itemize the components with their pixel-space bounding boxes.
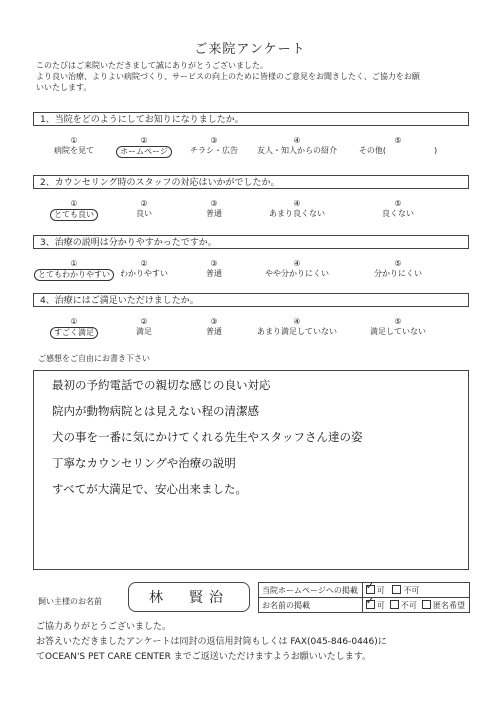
option-number: ① (70, 199, 78, 208)
question-1-option[interactable] (166, 136, 262, 156)
checkbox-icon[interactable] (366, 600, 375, 609)
option-label: チラシ・広告 (190, 146, 238, 155)
question-4-option[interactable] (249, 317, 345, 337)
intro-text (36, 60, 476, 93)
option-number: ④ (293, 136, 301, 145)
question-2-label: 2、カウンセリング時のスタッフの対応はいかがでしたか。 (33, 175, 469, 189)
option-label: その他( ) (358, 146, 438, 155)
option-number: ④ (293, 259, 301, 268)
intro-line: より良い治療、よりよい病院づくり、サービスの向上のために皆様のご意見をお聞きしたく、ご協力をお願 (36, 72, 420, 81)
question-1-option[interactable] (350, 136, 446, 156)
footer-text (36, 620, 476, 665)
option-number: ③ (210, 317, 218, 326)
option-label: あまり満足していない (257, 327, 337, 336)
footer-line: ご協力ありがとうございました。 (36, 622, 172, 632)
option-number: ① (70, 317, 78, 326)
option-label: ホームページ (116, 146, 172, 158)
option-label: 良くない (382, 209, 414, 218)
owner-name-label: 飼い主様のお名前 (38, 597, 102, 606)
page-title: ご来院アンケート (194, 42, 306, 57)
option-label: 普通 (206, 327, 222, 336)
option-number: ⑤ (394, 259, 402, 268)
question-2-option[interactable] (166, 199, 262, 219)
option-label: 分かりにくい (374, 269, 422, 278)
option-number: ⑤ (394, 317, 402, 326)
option-number: ② (140, 199, 148, 208)
option-label: 普通 (206, 209, 222, 218)
option-number: ④ (293, 317, 301, 326)
option-number: ③ (210, 199, 218, 208)
publish-consent-table (258, 582, 470, 613)
question-3-option[interactable] (166, 259, 262, 279)
checkbox-icon[interactable] (366, 585, 375, 594)
option-number: ⑤ (394, 199, 402, 208)
comment-line: すべてが大満足で、安心出来ました。 (52, 482, 248, 496)
option-number: ① (70, 136, 78, 145)
option-number: ② (140, 317, 148, 326)
option-label: とても良い (50, 209, 98, 221)
option-text: 不可 (400, 600, 417, 610)
checkbox-icon[interactable] (390, 600, 399, 609)
checkbox-icon[interactable] (392, 585, 401, 594)
question-4-option[interactable] (350, 317, 446, 337)
question-4-label: 4、治療にはご満足いただけましたか。 (33, 293, 469, 307)
intro-line: このたびはご来院いただきまして誠にありがとうございました。 (36, 61, 268, 70)
intro-line: いいたします。 (36, 83, 92, 92)
option-number: ④ (293, 199, 301, 208)
option-label: やや分かりにくい (265, 269, 329, 278)
option-number: ③ (210, 259, 218, 268)
option-label: とてもわかりやすい (34, 269, 114, 281)
option-number: ② (140, 136, 148, 145)
comment-line: 院内が動物病院とは見えない程の清潔感 (52, 404, 259, 418)
comment-line: 丁寧なカウンセリングや治療の説明 (52, 456, 236, 470)
question-1-option[interactable] (249, 136, 345, 156)
footer-line: お答えいただきましたアンケートは同封の返信用封筒もしくは FAX(045-846-0446)に (36, 637, 387, 647)
option-number: ① (70, 259, 78, 268)
option-label: わかりやすい (120, 269, 168, 278)
option-text: 可 (376, 585, 385, 595)
comments-label: ご感想をご自由にお書き下さい (38, 354, 150, 363)
question-2-option[interactable] (350, 199, 446, 219)
option-number: ⑤ (394, 136, 402, 145)
option-label: あまり良くない (269, 209, 325, 218)
option-label: 満足していない (370, 327, 426, 336)
option-number: ② (140, 259, 148, 268)
question-1-label: 1、当院をどのようにしてお知りになりましたか。 (33, 112, 469, 126)
option-label: 病院を見て (54, 146, 94, 155)
option-label: 友人・知人からの紹介 (257, 146, 337, 155)
publish-label: お名前の掲載 (259, 598, 363, 613)
option-label: 普通 (206, 269, 222, 278)
checkbox-icon[interactable] (422, 600, 431, 609)
comment-line: 犬の事を一番に気にかけてくれる先生やスタッフさん達の姿 (52, 430, 363, 444)
publish-options (362, 598, 469, 613)
publish-label: 当院ホームページへの掲載 (259, 583, 363, 598)
question-3-option[interactable] (350, 259, 446, 279)
publish-options (362, 583, 469, 598)
option-label: すごく満足 (50, 327, 98, 339)
option-text: 匿名希望 (432, 600, 465, 610)
publish-row-name (259, 598, 470, 613)
option-label: 満足 (136, 327, 152, 336)
publish-row-homepage (259, 583, 470, 598)
option-text: 可 (376, 600, 385, 610)
question-3-option[interactable] (249, 259, 345, 279)
option-number: ③ (210, 136, 218, 145)
option-label: 良い (136, 209, 152, 218)
question-2-option[interactable] (249, 199, 345, 219)
comment-line: 最初の予約電話での親切な感じの良い対応 (52, 378, 271, 392)
footer-line: てOCEAN'S PET CARE CENTER までご返送いただけますようお願いいたします。 (36, 652, 371, 662)
option-text: 不可 (403, 585, 420, 595)
owner-name: 林 賢治 (128, 582, 250, 612)
question-4-option[interactable] (166, 317, 262, 337)
question-3-label: 3、治療の説明は分かりやすかったですか。 (33, 235, 469, 249)
